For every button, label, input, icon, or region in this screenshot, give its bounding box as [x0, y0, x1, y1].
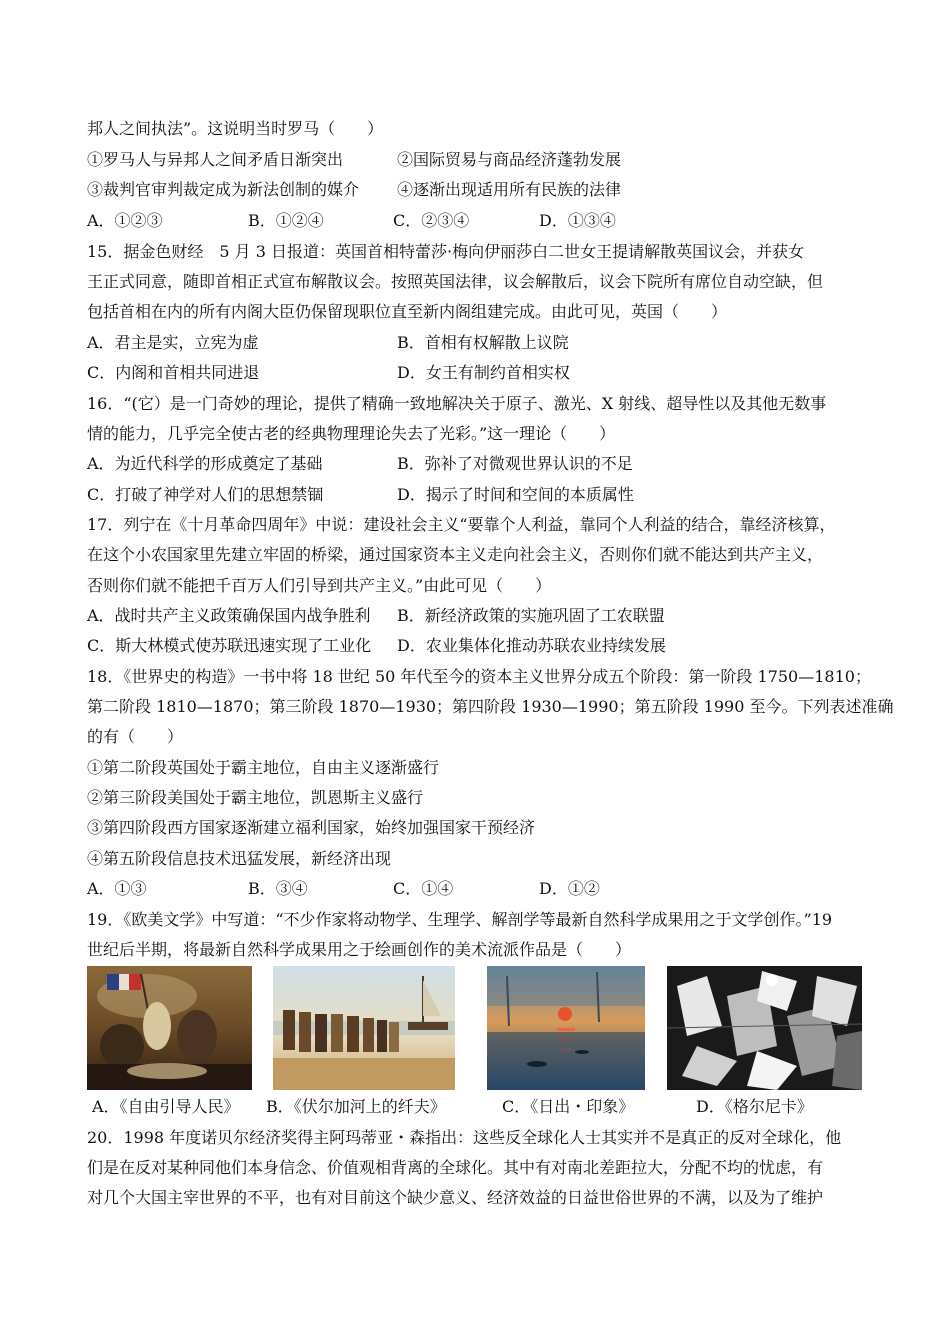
q14-option-d: D．①③④ [539, 211, 616, 230]
q14-item-3: ③裁判官审判裁定成为新法创制的媒介 [87, 180, 360, 199]
q19-stem-line-1: 19．《欧美文学》中写道：“不少作家将动物学、生理学、解剖学等最新自然科学成果用之于文学创作。”19 [87, 910, 833, 929]
q18-option-c: C．①④ [393, 879, 454, 898]
q15-option-c: C．内阁和首相共同进退 [87, 363, 260, 382]
q17-option-c: C．斯大林模式使苏联迅速实现了工业化 [87, 636, 372, 655]
q14-option-b: B．①②④ [248, 211, 324, 230]
q16-option-b: B．弥补了对微观世界认识的不足 [397, 454, 633, 473]
q16-option-a: A．为近代科学的形成奠定了基础 [87, 454, 323, 473]
q15-option-b: B．首相有权解散上议院 [397, 333, 569, 352]
q19-caption-a: A．《自由引导人民》 [92, 1097, 240, 1116]
q19-caption-c: C．《日出・印象》 [502, 1097, 635, 1116]
q14-option-c: C．②③④ [393, 211, 470, 230]
q14-item-1: ①罗马人与异邦人之间矛盾日渐突出 [87, 150, 344, 169]
q16-option-c: C．打破了神学对人们的思想禁锢 [87, 485, 324, 504]
q17-stem-line-1: 17．列宁在《十月革命四周年》中说：建设社会主义“要靠个人利益，靠同个人利益的结合，靠经济核算， [87, 515, 836, 534]
q17-option-a: A．战时共产主义政策确保国内战争胜利 [87, 606, 371, 625]
painting-c-image [487, 966, 645, 1090]
q20-stem-line-2: 们是在反对某种同他们本身信念、价值观相背离的全球化。其中有对南北差距拉大，分配不均的忧虑，有 [87, 1158, 824, 1177]
q18-stem-line-3: 的有（ ） [87, 727, 184, 746]
q18-stem-line-1: 18．《世界史的构造》一书中将 18 世纪 50 年代至今的资本主义世界分成五个阶段：第一阶段 1750—1810； [87, 667, 871, 686]
q19-stem-line-2: 世纪后半期，将最新自然科学成果用之于绘画创作的美术流派作品是（ ） [87, 940, 632, 959]
q16-stem-line-1: 16．“(它）是一门奇妙的理论，提供了精确一致地解决关于原子、激光、X 射线、超导性以及其他无数事 [87, 394, 827, 413]
q18-item-2: ②第三阶段美国处于霸主地位，凯恩斯主义盛行 [87, 788, 424, 807]
q15-stem-line-1: 15．据金色财经 5 月 3 日报道：英国首相特蕾莎·梅向伊丽莎白二世女王提请解散英国议会，并获女 [87, 242, 805, 261]
q19-caption-d: D．《格尔尼卡》 [696, 1097, 813, 1116]
q17-option-b: B．新经济政策的实施巩固了工农联盟 [397, 606, 665, 625]
q18-stem-line-2: 第二阶段 1810—1870；第三阶段 1870—1930；第四阶段 1930—1990；第五阶段 1990 至今。下列表述准确 [87, 697, 894, 716]
q19-caption-b: B．《伏尔加河上的纤夫》 [266, 1097, 446, 1116]
q15-stem-line-3: 包括首相在内的所有内阁大臣仍保留现职位直至新内阁组建完成。由此可见，英国（ ） [87, 302, 728, 321]
painting-b-image [273, 966, 455, 1090]
painting-a-image [87, 966, 252, 1090]
q20-stem-line-3: 对几个大国主宰世界的不平，也有对目前这个缺少意义、经济效益的日益世俗世界的不满，以及为了维护 [87, 1188, 824, 1207]
q18-option-d: D．①② [539, 879, 600, 898]
q15-option-d: D．女王有制约首相实权 [397, 363, 570, 382]
q14-item-4: ④逐渐出现适用所有民族的法律 [397, 180, 622, 199]
q18-item-4: ④第五阶段信息技术迅猛发展，新经济出现 [87, 849, 392, 868]
q18-option-a: A．①③ [87, 879, 147, 898]
q17-stem-line-3: 否则你们就不能把千百万人们引导到共产主义。”由此可见（ ） [87, 576, 552, 595]
q14-item-2: ②国际贸易与商品经济蓬勃发展 [397, 150, 622, 169]
q15-stem-line-2: 王正式同意，随即首相正式宣布解散议会。按照英国法律，议会解散后，议会下院所有席位自动空缺，但 [87, 272, 824, 291]
q18-option-b: B．③④ [248, 879, 308, 898]
q17-stem-line-2: 在这个小农国家里先建立牢固的桥梁，通过国家资本主义走向社会主义，否则你们就不能达到共产主义， [87, 545, 824, 564]
q15-option-a: A．君主是实，立宪为虚 [87, 333, 259, 352]
q18-item-1: ①第二阶段英国处于霸主地位，自由主义逐渐盛行 [87, 758, 440, 777]
q14-option-a: A．①②③ [87, 211, 163, 230]
q14-stem-line: 邦人之间执法”。这说明当时罗马（ ） [87, 119, 384, 138]
q17-option-d: D．农业集体化推动苏联农业持续发展 [397, 636, 666, 655]
q20-stem-line-1: 20．1998 年度诺贝尔经济奖得主阿玛蒂亚・森指出：这些反全球化人士其实并不是真正的反对全球化，他 [87, 1128, 842, 1147]
q16-option-d: D．揭示了时间和空间的本质属性 [397, 485, 634, 504]
q16-stem-line-2: 情的能力，几乎完全使古老的经典物理理论失去了光彩。”这一理论（ ） [87, 424, 616, 443]
painting-d-image [667, 966, 862, 1090]
q18-item-3: ③第四阶段西方国家逐渐建立福利国家，始终加强国家干预经济 [87, 818, 536, 837]
